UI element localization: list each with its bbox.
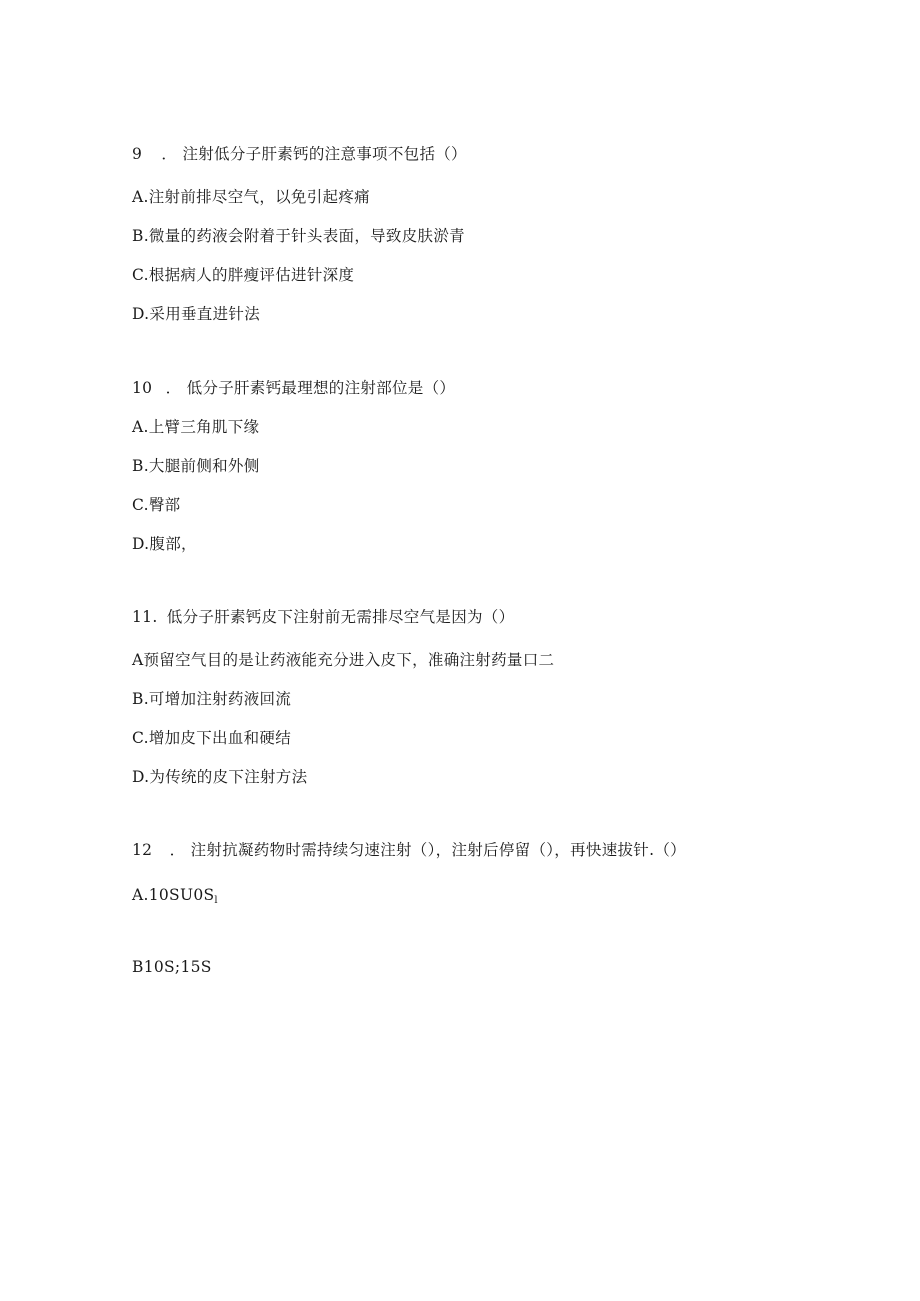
option-text: A.10SU0S <box>132 886 215 904</box>
question-text: 低分子肝素钙最理想的注射部位是（） <box>186 379 456 397</box>
question-11-option-d: D.为传统的皮下注射方法 <box>132 768 308 786</box>
question-10-stem <box>132 378 455 398</box>
question-text: 低分子肝素钙皮下注射前无需排尽空气是因为（） <box>166 608 515 626</box>
question-9-option-c: C.根据病人的胖瘦评估进针深度 <box>132 266 355 284</box>
question-number: 12 <box>132 841 153 859</box>
question-number: 9 <box>132 145 143 163</box>
question-separator: ． <box>165 379 182 397</box>
question-11-option-b: B.可增加注射药液回流 <box>132 690 292 708</box>
question-separator: ． <box>169 841 186 859</box>
question-11-option-a: A预留空气目的是让药液能充分进入皮下，准确注射药量口二 <box>132 651 555 669</box>
option-subscript: l <box>214 895 218 906</box>
question-9-option-b: B.微量的药液会附着于针头表面，导致皮肤淤青 <box>132 227 465 245</box>
question-number: 11. <box>132 608 158 626</box>
question-11-stem <box>132 607 514 627</box>
question-12-option-a <box>132 885 218 911</box>
question-10-option-b: B.大腿前侧和外侧 <box>132 457 260 475</box>
question-number: 10 <box>132 379 153 397</box>
question-9-option-a: A.注射前排尽空气，以免引起疼痛 <box>132 188 370 206</box>
question-9-option-d: D.采用垂直进针法 <box>132 305 261 323</box>
question-text: 注射低分子肝素钙的注意事项不包括（） <box>182 145 467 163</box>
question-separator: ． <box>161 145 178 163</box>
question-10-option-d: D.腹部， <box>132 535 197 553</box>
question-10-option-c: C.臀部 <box>132 496 181 514</box>
question-12-option-b: B10S;15S <box>132 958 212 976</box>
question-11-option-c: C.增加皮下出血和硬结 <box>132 729 292 747</box>
question-text: 注射抗凝药物时需持续匀速注射（），注射后停留（），再快速拔针.（） <box>190 841 686 859</box>
question-12-stem <box>132 840 686 860</box>
question-10-option-a: A.上臂三角肌下缘 <box>132 418 260 436</box>
question-9-stem <box>132 144 467 164</box>
